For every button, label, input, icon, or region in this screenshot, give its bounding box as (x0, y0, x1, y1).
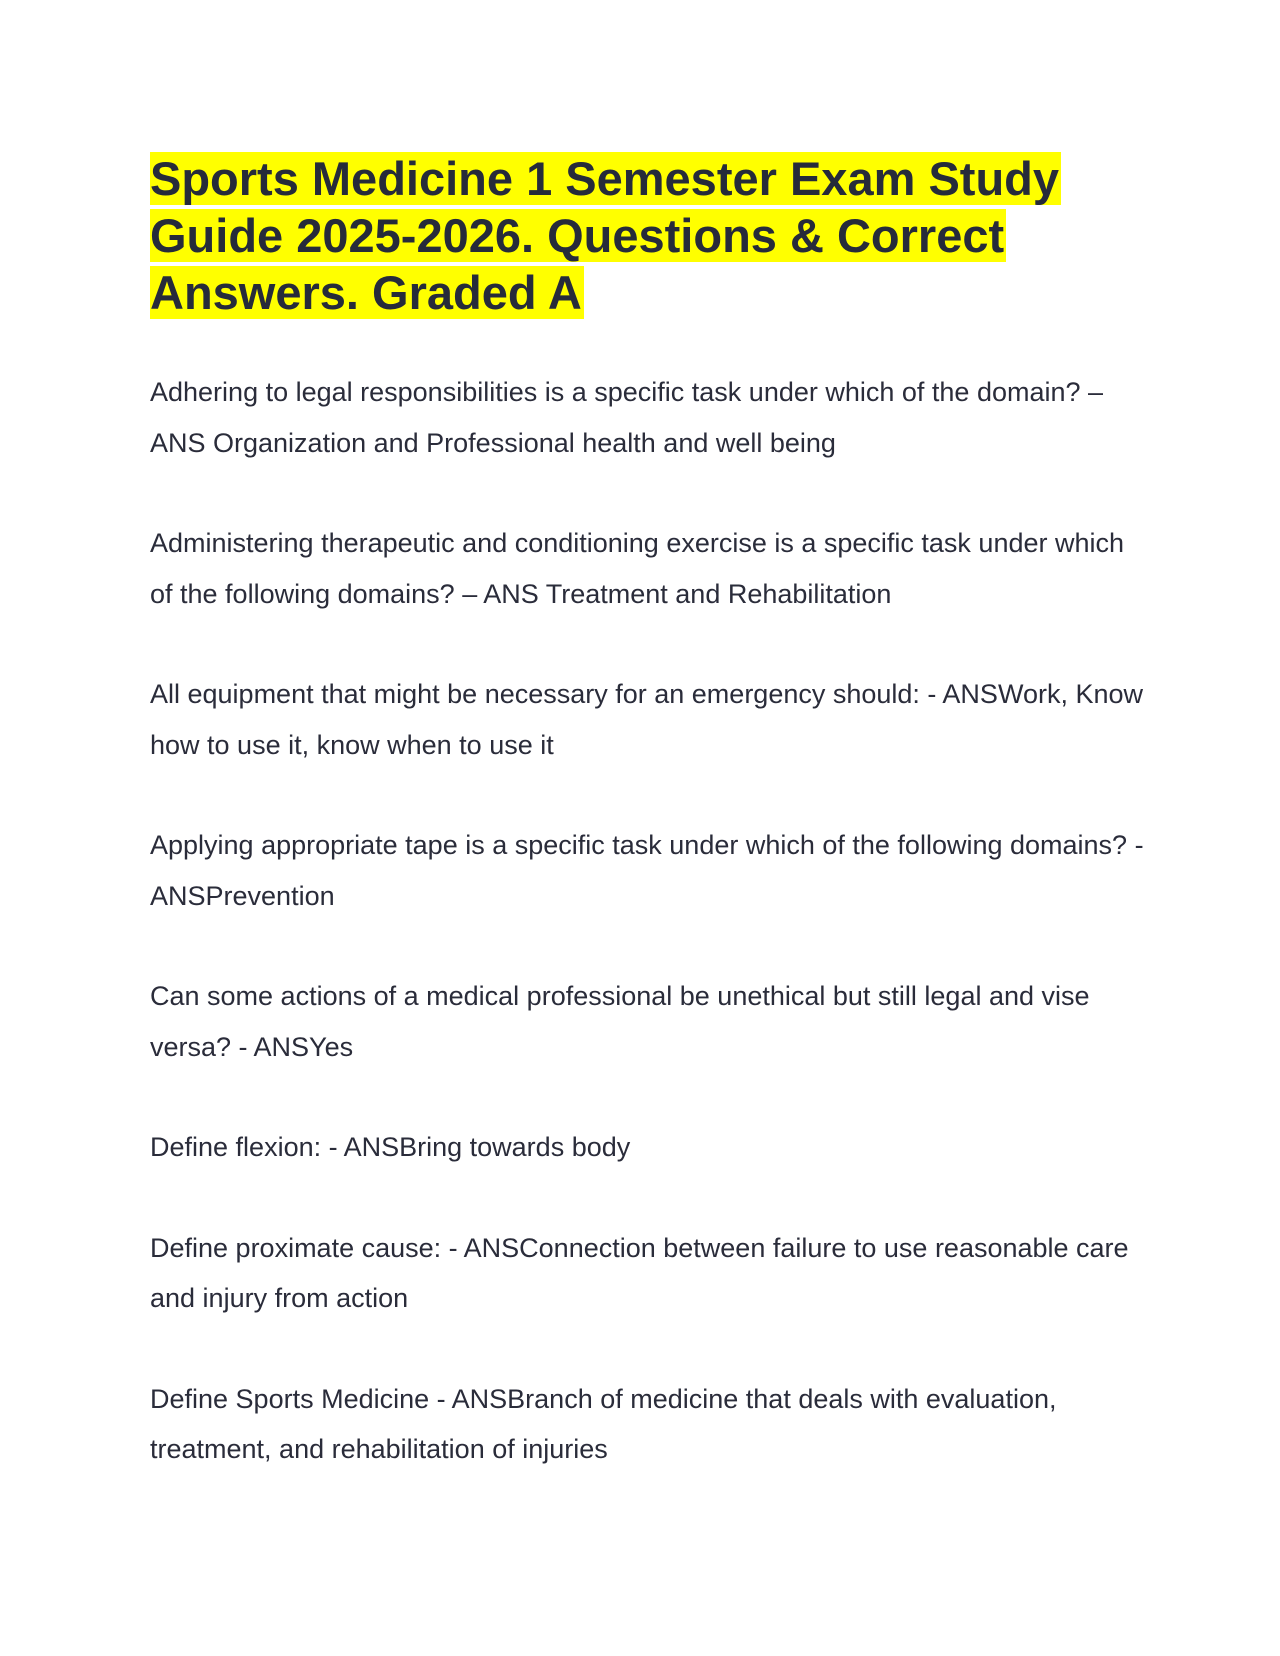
document-page (150, 150, 1150, 1525)
qa-item: Can some actions of a medical professional be unethical but still legal and vise versa? - ANSYes (150, 981, 1090, 1062)
title-highlight: Sports Medicine 1 Semester Exam Study Guide 2025-2026. Questions & Correct Answers. Graded A (150, 152, 1059, 319)
document-title (150, 150, 1150, 321)
qa-item: Define flexion: - ANSBring towards body (150, 1132, 631, 1162)
qa-item: Define proximate cause: - ANSConnection between failure to use reasonable care and injury from action (150, 1232, 1129, 1313)
qa-item: Administering therapeutic and conditioning exercise is a specific task under which of the following domains? – ANS Treatment and Rehabilitation (150, 528, 1125, 609)
qa-item: All equipment that might be necessary for an emergency should: - ANSWork, Know how to use it, know when to use it (150, 679, 1143, 760)
qa-item: Define Sports Medicine - ANSBranch of medicine that deals with evaluation, treatment, and rehabilitation of injuries (150, 1383, 1057, 1464)
qa-item: Applying appropriate tape is a specific task under which of the following domains? - ANSPrevention (150, 830, 1144, 911)
qa-item: Adhering to legal responsibilities is a specific task under which of the domain? – ANS Organization and Professional health and well being (150, 377, 1104, 458)
qa-list (150, 367, 1150, 1475)
